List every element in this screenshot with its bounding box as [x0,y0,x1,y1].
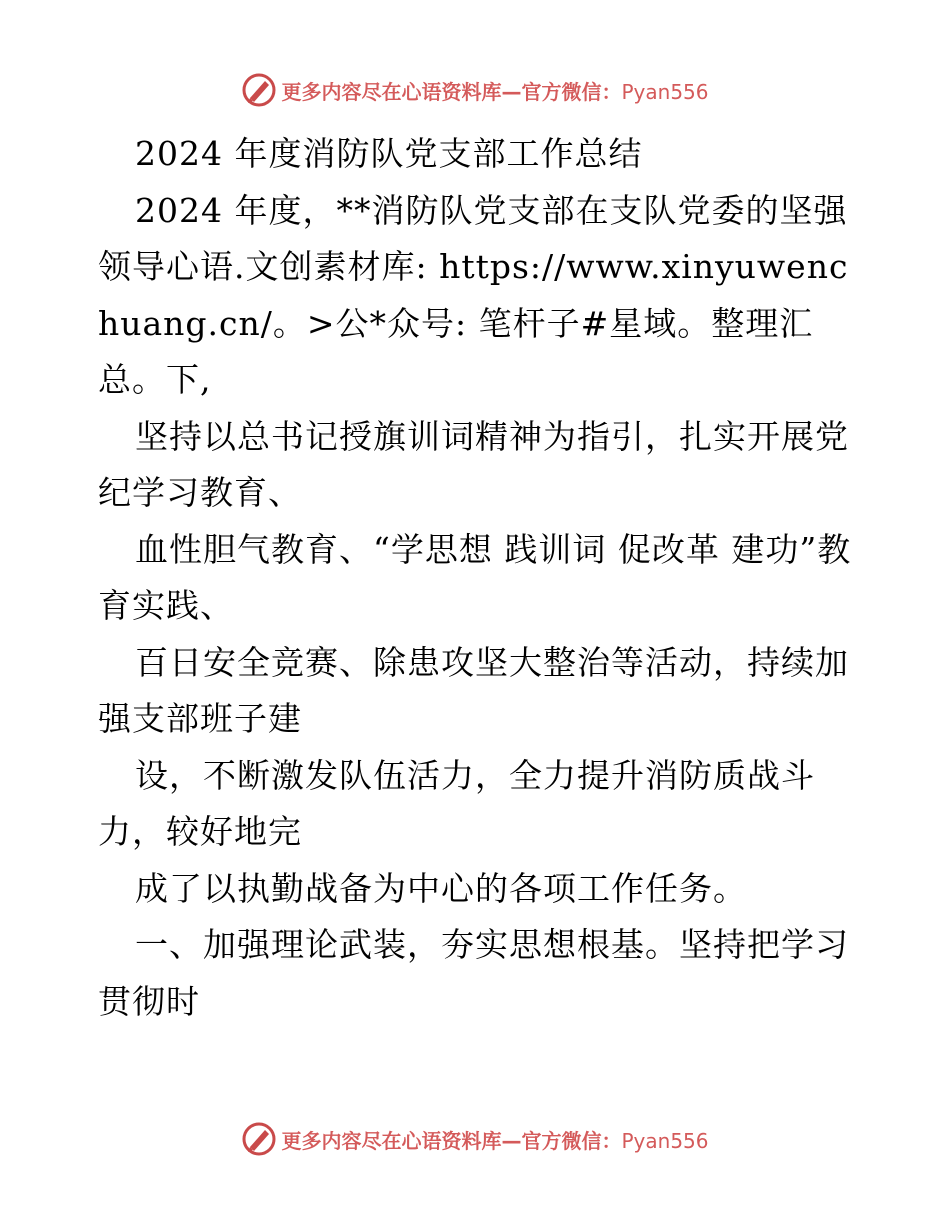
pen-logo-icon [241,1121,277,1157]
paragraph: 血性胆气教育、“学思想 践训词 促改革 建功”教育实践、 [98,529,852,625]
header-watermark [0,68,950,112]
watermark-label: 更多内容尽在心语资料库—官方微信： [281,79,622,104]
watermark-text [281,76,708,105]
footer-watermark [0,1117,950,1161]
paragraph: 百日安全竞赛、除患攻坚大整治等活动，持续加强支部班子建 [98,642,849,738]
document-body [98,126,858,1030]
watermark-id: Pyan556 [621,79,709,104]
pen-logo-icon [241,72,277,108]
watermark-text [281,1125,708,1154]
watermark-id: Pyan556 [621,1128,709,1153]
paragraph: 坚持以总书记授旗训词精神为指引，扎实开展党纪学习教育、 [98,416,849,512]
paragraph: 设，不断激发队伍活力，全力提升消防质战斗力，较好地完 [98,755,815,851]
paragraph: 成了以执勤战备为中心的各项工作任务。 [135,868,747,908]
paragraph: 一、加强理论武装，夯实思想根基。坚持把学习贯彻时 [98,925,849,1021]
document-title: 2024 年度消防队党支部工作总结 [135,134,643,173]
watermark-label: 更多内容尽在心语资料库—官方微信： [281,1128,622,1153]
paragraph: 2024 年度，**消防队党支部在支队党委的坚强领导心语.文创素材库: https://www.xinyuwenchuang.cn/。>公*众号: 笔杆子#星域。整理汇总。下, [98,190,849,399]
